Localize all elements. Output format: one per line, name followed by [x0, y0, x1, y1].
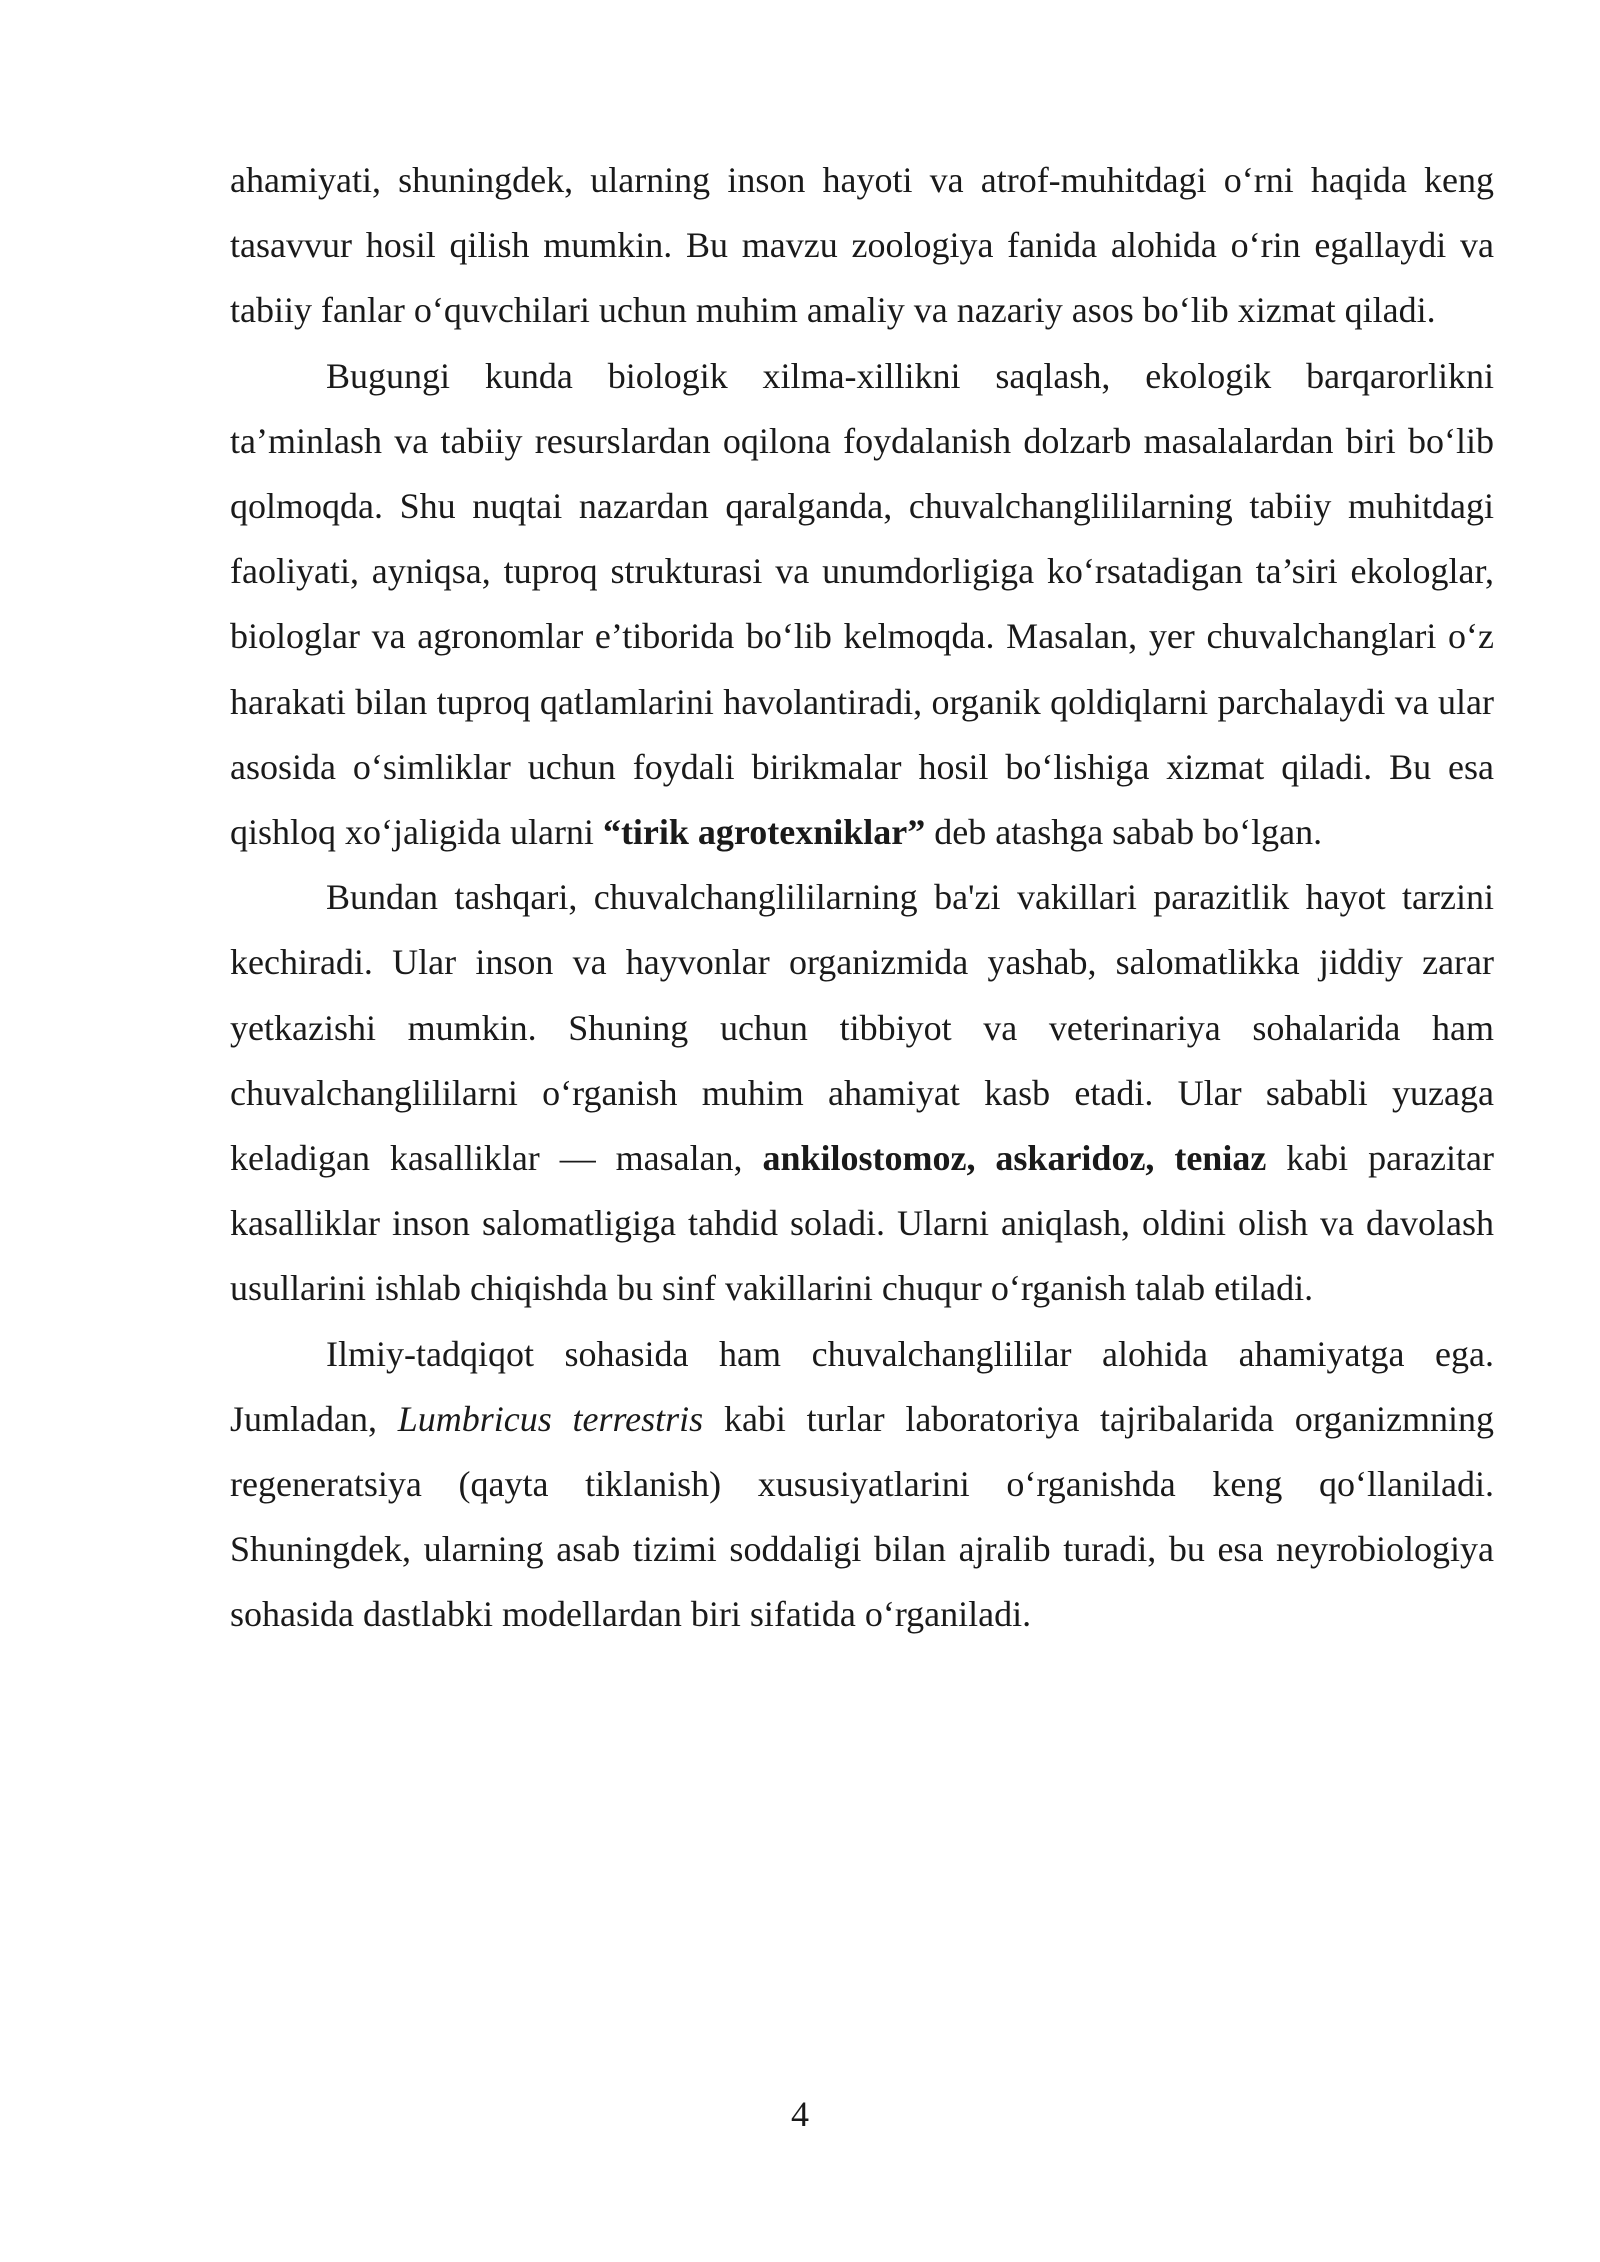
paragraph-text: Bundan tashqari, chuvalchanglililarning ba'zi vakillari parazitlik hayot tarzini kechiradi. Ular inson va hayvonlar organizmida yashab, salomatlikka jiddiy zarar yetkazishi mumkin. Shuning uchun tibbiyot va veterinariya sohalarida ham chuvalchanglililarni o‘rganish muhim ahamiyat kasb etadi. Ular sababli yuzaga keladigan kasalliklar — masalan, [230, 877, 1494, 1179]
paragraph-text: kabi parazitar kasalliklar inson salomatligiga tahdid soladi. Ularni aniqlash, oldini olish va davolash usullarini ishlab chiqishda bu sinf vakillarini chuqur o‘rganish talab etiladi. [230, 1138, 1494, 1309]
bold-term: ankilostomoz, askaridoz, teniaz [762, 1138, 1267, 1179]
document-body [230, 148, 1494, 1648]
bold-term: “tirik agrotexniklar” [602, 812, 926, 853]
paragraph [230, 1322, 1494, 1648]
paragraph-text: Ilmiy-tadqiqot sohasida ham chuvalchanglililar alohida ahamiyatga ega. Jumladan, [230, 1333, 1494, 1439]
paragraph [230, 344, 1494, 866]
paragraph-text: Bugungi kunda biologik xilma-xillikni saqlash, ekologik barqarorlikni ta’minlash va tabiiy resurslardan oqilona foydalanish dolzarb masalalardan biri bo‘lib qolmoqda. Shu nuqtai nazardan qaralganda, chuvalchanglililarning tabiiy muhitdagi faoliyati, ayniqsa, tuproq strukturasi va unumdorligiga ko‘rsatadigan ta’siri ekologlar, biologlar va agronomlar e’tiborida bo‘lib kelmoqda. Masalan, yer chuvalchanglari o‘z harakati bilan tuproq qatlamlarini havolantiradi, organik qoldiqlarni parchalaydi va ular asosida o‘simliklar uchun foydali birikmalar hosil bo‘lishiga xizmat qiladi. Bu esa qishloq xo‘jaligida ularni [230, 355, 1494, 853]
paragraph-text: ahamiyati, shuningdek, ularning inson hayoti va atrof-muhitdagi o‘rni haqida keng tasavvur hosil qilish mumkin. Bu mavzu zoologiya fanida alohida o‘rin egallaydi va tabiiy fanlar o‘quvchilari uchun muhim amaliy va nazariy asos bo‘lib xizmat qiladi. [230, 160, 1494, 331]
species-name: Lumbricus terrestris [397, 1398, 704, 1439]
paragraph [230, 148, 1494, 344]
paragraph [230, 865, 1494, 1321]
paragraph-text: kabi turlar laboratoriya tajribalarida organizmning regeneratsiya (qayta tiklanish) xususiyatlarini o‘rganishda keng qo‘llaniladi. Shuningdek, ularning asab tizimi soddaligi bilan ajralib turadi, bu esa neyrobiologiya sohasida dastlabki modellardan biri sifatida o‘rganiladi. [230, 1398, 1494, 1635]
paragraph-text: deb atashga sabab bo‘lgan. [925, 812, 1323, 853]
page-number: 4 [791, 2094, 809, 2134]
